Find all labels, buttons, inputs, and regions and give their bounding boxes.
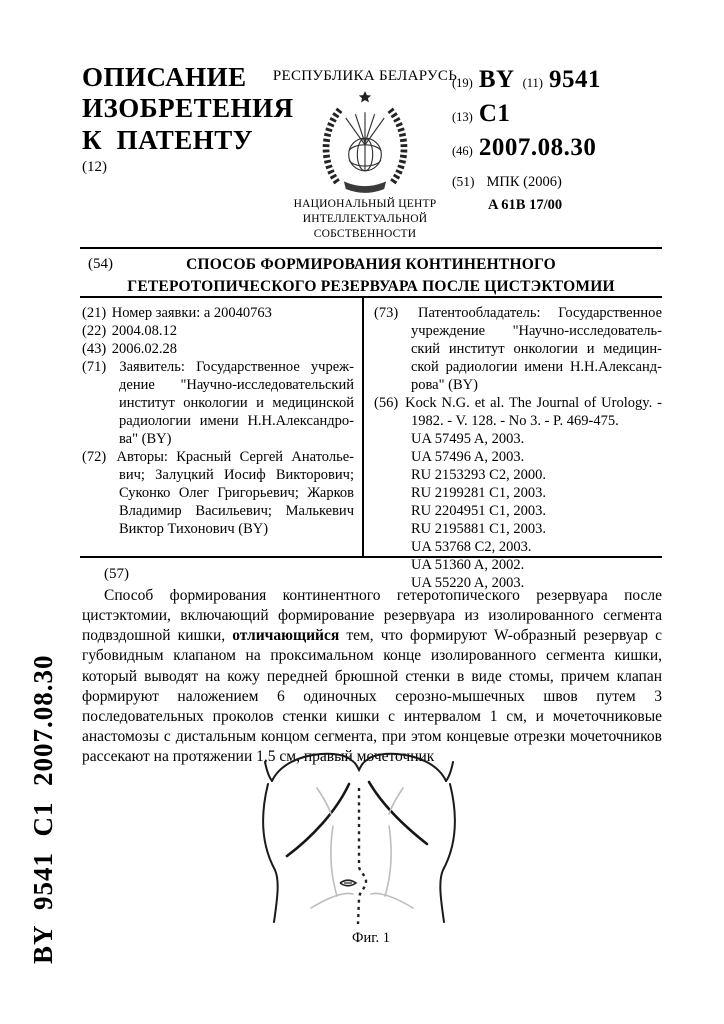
application-number: Номер заявки: a 20040763 bbox=[111, 305, 272, 321]
doc-title-line-1: ОПИСАНИЕ bbox=[82, 62, 247, 92]
citation-item bbox=[374, 394, 663, 431]
inid-71-label: (71) bbox=[82, 358, 107, 375]
ipc-edition: МПК (2006) bbox=[486, 174, 562, 190]
citation-item: UA 57495 A, 2003. bbox=[411, 430, 525, 447]
country-code: BY bbox=[478, 66, 515, 93]
citation-item: RU 2204951 C1, 2003. bbox=[411, 502, 546, 519]
office-name-line-3: СОБСТВЕННОСТИ bbox=[313, 227, 417, 240]
office-name bbox=[252, 197, 478, 242]
doc-title-line-3: К ПАТЕНТУ bbox=[82, 124, 254, 155]
abstract-text bbox=[82, 586, 662, 767]
pub-date-row bbox=[452, 134, 609, 162]
invention-title-line-1: СПОСОБ ФОРМИРОВАНИЯ КОНТИНЕНТНОГО bbox=[186, 256, 556, 273]
divider-top bbox=[80, 247, 662, 249]
publication-codes-block bbox=[452, 66, 609, 214]
inid-46-label: (46) bbox=[452, 144, 473, 158]
inid-72-label: (72) bbox=[82, 448, 107, 465]
kind-code-row bbox=[452, 100, 609, 128]
invention-title-line-2: ГЕТЕРОТОПИЧЕСКОГО РЕЗЕРВУАРА ПОСЛЕ ЦИСТЭКТОМИИ bbox=[127, 277, 615, 295]
inid-51-label: (51) bbox=[452, 174, 475, 189]
citation-item: RU 2199281 C1, 2003. bbox=[411, 484, 546, 501]
inid-22-label: (22) bbox=[82, 322, 107, 339]
citation-item: UA 53768 C2, 2003. bbox=[411, 538, 532, 555]
figure-caption: Фиг. 1 bbox=[351, 930, 391, 946]
publication-date: 2007.08.30 bbox=[478, 134, 597, 161]
pub-number-row bbox=[452, 66, 609, 94]
inid-43-label: (43) bbox=[82, 340, 107, 357]
authors-field bbox=[82, 449, 354, 539]
abstract-text-bold: отличающийся bbox=[232, 627, 340, 645]
abstract-text-before: Способ формирования континентного гетеротопического резервуара после цистэктомии, включающий формирование резервуара из изолированного сегмента подвздошной кишки, bbox=[82, 587, 662, 645]
citations-field bbox=[374, 395, 662, 593]
citation-item: RU 2153293 C2, 2000. bbox=[411, 466, 546, 483]
sidebar-document-id: BY 9541 C1 2007.08.30 bbox=[28, 654, 58, 964]
abstract-text-after: тем, что формируют W-образный резервуар с губовидным клапаном на проксимальном конце изолированного сегмента кишки, который выводят на кожу передней брюшной стенки в виде стомы, причем клапан формируют наложением 6 одиночных серозно-мышечных швов путем 3 последовательных проколов стенки кишки с интервалом 1 см, и мочеточниковые анастомозы с дистальным концом сегмента, при этом концевые отрезки мочеточников рассекают на протяжении 1,5 см, правый мочеточник bbox=[82, 627, 662, 766]
patent-holder-name: Патентообладатель: Государственное учреждение "Научно-исследовательский институт онкологии и медицинской радиологии имени Н.Н.Александрова" (BY) bbox=[411, 305, 662, 393]
figure-1 bbox=[247, 748, 477, 933]
biblio-right-column bbox=[374, 305, 662, 593]
authors-names: Авторы: Красный Сергей Анатольевич; Залуцкий Иосиф Викторович; Суконко Олег Григорьевич; Жарков Владимир Васильевич; Малькевич Виктор Тихонович (BY) bbox=[116, 448, 354, 537]
filing-date: 2004.08.12 bbox=[111, 322, 178, 339]
inid-73-label: (73) bbox=[374, 305, 399, 321]
coat-of-arms-icon bbox=[317, 89, 413, 195]
citation-item: UA 55220 A, 2003. bbox=[411, 574, 525, 591]
inid-21-label: (21) bbox=[82, 305, 107, 321]
abstract-block bbox=[82, 566, 662, 767]
application-pub-date: 2006.02.28 bbox=[111, 340, 178, 357]
citation-item: UA 57496 A, 2003. bbox=[411, 448, 525, 465]
publication-of-application-field bbox=[82, 341, 354, 359]
applicant-name: Заявитель: Государственное учреждение "Научно-исследовательский институт онкологии и медицинской радиологии имени Н.Н.Александрова" (BY) bbox=[119, 358, 355, 447]
citation-item: UA 51360 A, 2002. bbox=[411, 556, 525, 573]
ipc-class: A 61B 17/00 bbox=[488, 197, 563, 213]
invention-title-block bbox=[80, 254, 662, 297]
inid-19-label: (19) bbox=[452, 76, 473, 90]
national-office-block bbox=[252, 68, 478, 242]
office-name-line-2: ИНТЕЛЛЕКТУАЛЬНОЙ bbox=[302, 212, 428, 225]
citation-text: Kock N.G. et al. The Journal of Urology. - 1982. - V. 128. - No 3. - P. 469-475. bbox=[405, 394, 663, 429]
publication-number: 9541 bbox=[548, 66, 601, 93]
kind-code: C1 bbox=[478, 100, 511, 127]
inid-12-label: (12) bbox=[82, 158, 107, 175]
inid-56-label: (56) bbox=[374, 394, 399, 411]
column-divider bbox=[362, 296, 364, 558]
application-number-field bbox=[82, 305, 354, 323]
inid-54-label: (54) bbox=[88, 256, 113, 272]
inid-11-label: (11) bbox=[522, 76, 543, 90]
biblio-left-column bbox=[82, 305, 354, 539]
office-name-line-1: НАЦИОНАЛЬНЫЙ ЦЕНТР bbox=[293, 198, 437, 210]
doc-title-line-2: ИЗОБРЕТЕНИЯ bbox=[82, 93, 294, 124]
inid-57-label: (57) bbox=[104, 566, 129, 582]
country-name: РЕСПУБЛИКА БЕЛАРУСЬ bbox=[272, 68, 458, 84]
inid-13-label: (13) bbox=[452, 110, 473, 124]
ipc-row bbox=[452, 174, 609, 191]
patent-holder-field bbox=[374, 305, 662, 395]
citation-item: RU 2195881 C1, 2003. bbox=[411, 520, 546, 537]
applicant-field bbox=[82, 359, 354, 449]
filing-date-field bbox=[82, 323, 354, 341]
abdomen-drawing-icon bbox=[247, 748, 477, 928]
